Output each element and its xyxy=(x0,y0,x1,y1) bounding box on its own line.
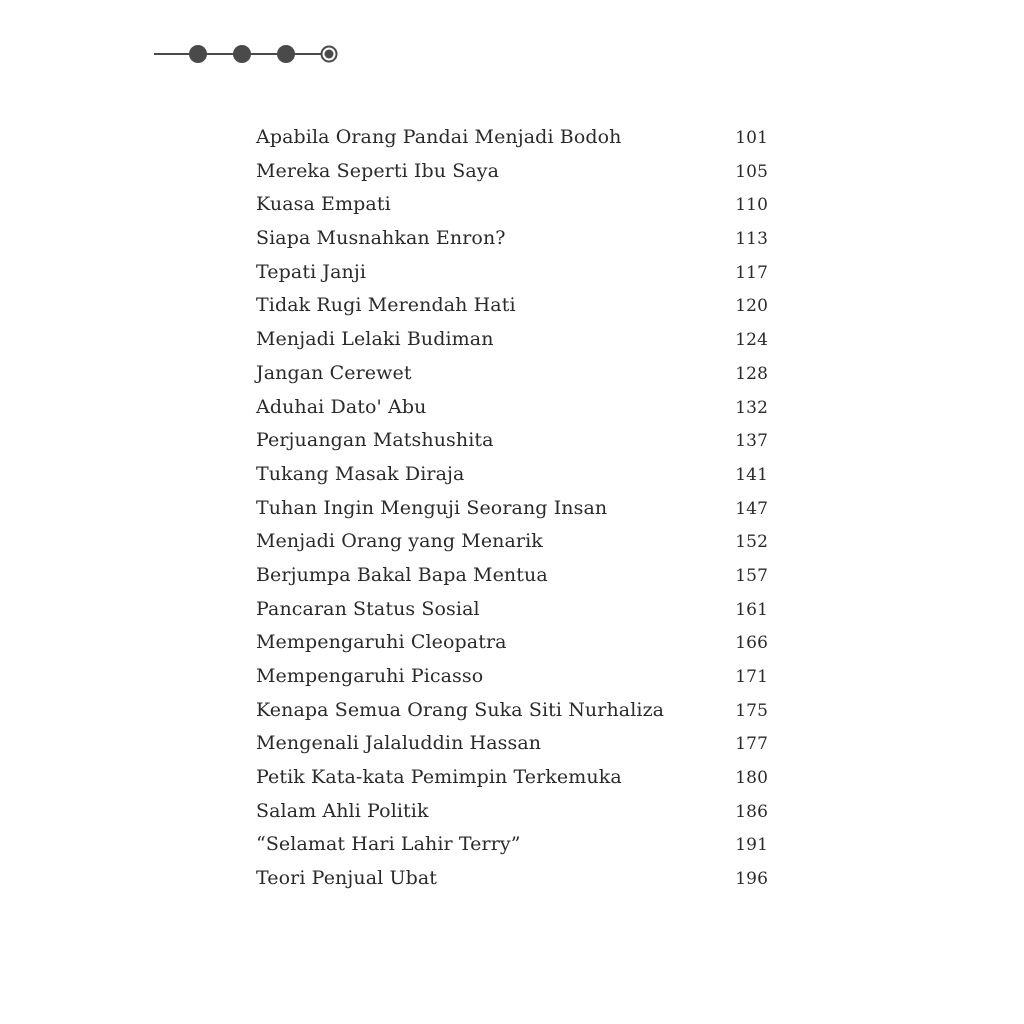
toc-entry xyxy=(256,867,768,901)
toc-entry-page: 101 xyxy=(735,128,768,148)
toc-entry-page: 128 xyxy=(735,363,768,384)
toc-entry-title: Apabila Orang Pandai Menjadi Bodoh xyxy=(256,126,622,148)
toc-entry-page: 147 xyxy=(735,498,768,519)
toc-entry-title: Kuasa Empati xyxy=(256,193,391,216)
toc-entry-page: 137 xyxy=(735,431,768,452)
toc-entry xyxy=(256,699,768,733)
toc-entry-title: Menjadi Lelaki Budiman xyxy=(256,328,494,351)
toc-entry-title: Pancaran Status Sosial xyxy=(256,597,480,620)
toc-entry xyxy=(256,328,768,362)
toc-entry-page: 132 xyxy=(735,397,768,418)
toc-entry-page: 120 xyxy=(735,296,768,317)
ornament-ring-center xyxy=(325,50,334,59)
toc-entry-page: 175 xyxy=(735,700,768,721)
toc-entry-title: Salam Ahli Politik xyxy=(256,799,429,822)
toc-entry-page: 117 xyxy=(735,262,768,283)
toc-entry-title: Tukang Masak Diraja xyxy=(256,462,465,485)
toc-entry-title: Tepati Janji xyxy=(256,260,367,283)
ornament-dot xyxy=(277,45,295,63)
toc-entry xyxy=(256,833,768,867)
toc-entry xyxy=(256,429,768,463)
toc-entry-title: Kenapa Semua Orang Suka Siti Nurhaliza xyxy=(256,698,665,721)
toc-entry xyxy=(256,227,768,261)
toc-entry-page: 161 xyxy=(735,599,768,620)
toc-entry xyxy=(256,396,768,430)
toc-entry-page: 124 xyxy=(735,330,768,351)
toc-entry-page: 177 xyxy=(735,734,768,755)
toc-entry xyxy=(256,362,768,396)
toc-entry xyxy=(256,598,768,632)
toc-entry-title: Mengenali Jalaluddin Hassan xyxy=(256,732,542,755)
toc-entry-title: Perjuangan Matshushita xyxy=(256,429,494,452)
header-ornament xyxy=(154,40,344,68)
toc-entry-title: Jangan Cerewet xyxy=(256,361,412,384)
toc-entry xyxy=(256,160,768,194)
toc-entry-page: 152 xyxy=(735,532,768,553)
toc-entry xyxy=(256,564,768,598)
toc-entry xyxy=(256,530,768,564)
toc-entry-page: 196 xyxy=(735,869,768,890)
toc-entry-page: 113 xyxy=(735,229,768,250)
toc-entry-page: 186 xyxy=(735,801,768,822)
toc-entry-title: “Selamat Hari Lahir Terry” xyxy=(256,833,521,856)
toc-entry xyxy=(256,126,768,160)
toc-entry-title: Tuhan Ingin Menguji Seorang Insan xyxy=(256,496,608,519)
toc-entry xyxy=(256,665,768,699)
toc-entry-page: 180 xyxy=(735,768,768,789)
toc-entry-page: 110 xyxy=(735,195,768,216)
toc-entry xyxy=(256,497,768,531)
toc-entry-title: Mempengaruhi Picasso xyxy=(256,665,484,687)
toc-entry xyxy=(256,800,768,834)
toc-entry-page: 105 xyxy=(735,161,768,182)
toc-entry-title: Petik Kata-kata Pemimpin Terkemuka xyxy=(256,766,622,789)
toc-entry-page: 157 xyxy=(735,565,768,586)
toc-entry xyxy=(256,193,768,227)
toc-entry-page: 171 xyxy=(735,667,768,687)
toc-entry-page: 166 xyxy=(735,633,768,654)
table-of-contents xyxy=(256,126,768,901)
toc-entry xyxy=(256,294,768,328)
toc-entry-title: Mempengaruhi Cleopatra xyxy=(256,631,507,654)
toc-entry-title: Menjadi Orang yang Menarik xyxy=(256,530,543,553)
toc-entry-page: 191 xyxy=(735,835,768,856)
ornament-dot xyxy=(233,45,251,63)
toc-entry-title: Teori Penjual Ubat xyxy=(256,867,438,890)
toc-entry-title: Aduhai Dato' Abu xyxy=(256,395,427,418)
toc-entry xyxy=(256,261,768,295)
toc-entry xyxy=(256,463,768,497)
toc-entry-title: Siapa Musnahkan Enron? xyxy=(256,227,506,250)
toc-entry xyxy=(256,732,768,766)
toc-entry-title: Berjumpa Bakal Bapa Mentua xyxy=(256,563,548,586)
toc-entry-page: 141 xyxy=(735,464,768,485)
toc-entry-title: Tidak Rugi Merendah Hati xyxy=(256,294,516,317)
toc-entry xyxy=(256,631,768,665)
ornament-dot xyxy=(189,45,207,63)
toc-entry-title: Mereka Seperti Ibu Saya xyxy=(256,159,500,182)
toc-entry xyxy=(256,766,768,800)
